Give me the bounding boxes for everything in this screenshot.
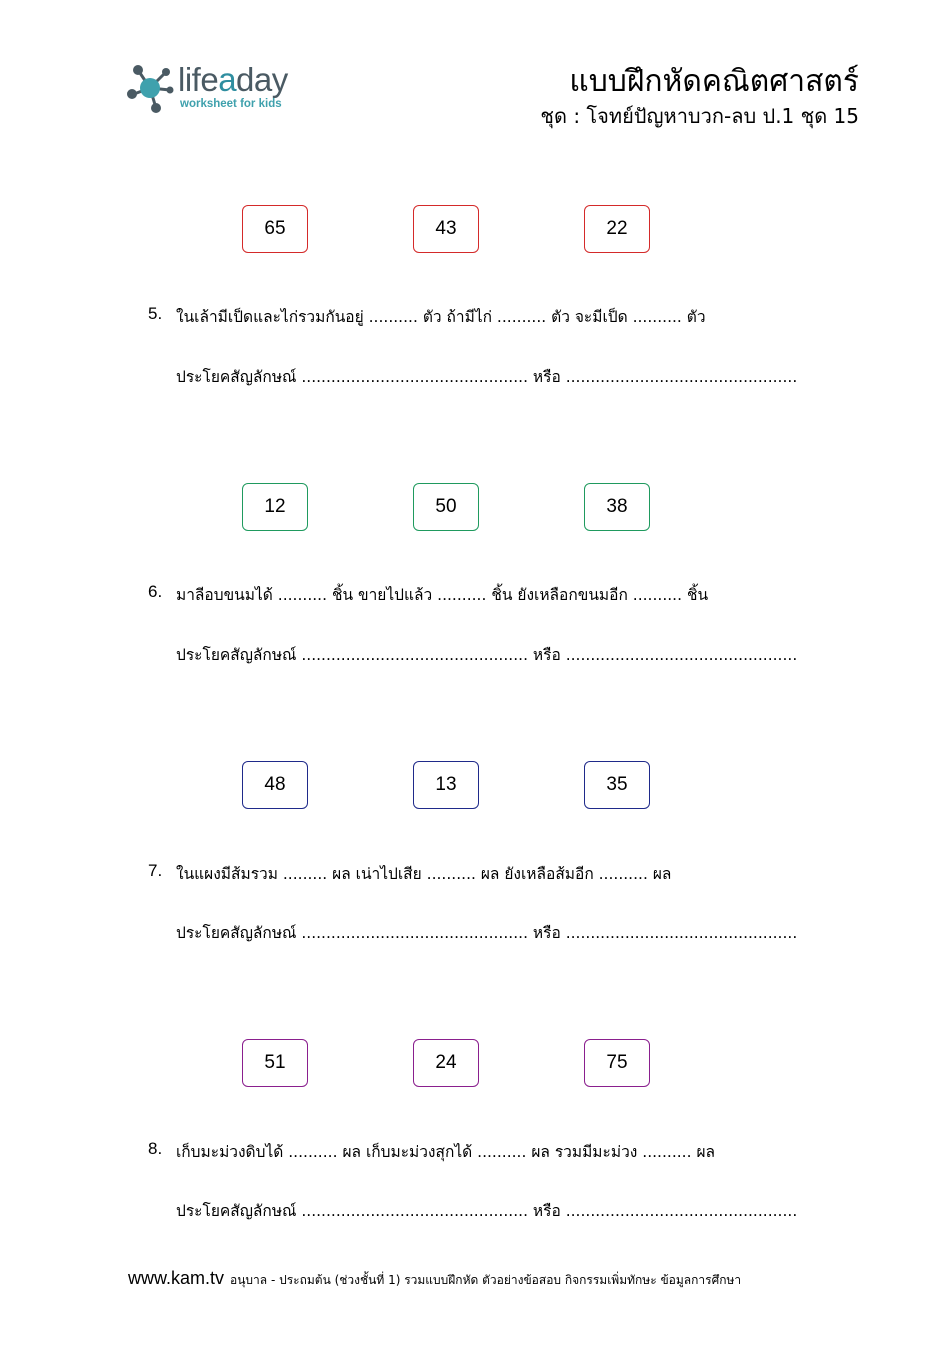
question-text: ในแผงมีส้มรวม ......... ผล เน่าไปเสีย .......... ผล ยังเหลือส้มอีก .......... ผล bbox=[176, 865, 672, 883]
page-footer bbox=[128, 1268, 741, 1290]
logo-tagline: worksheet for kids bbox=[180, 98, 282, 110]
question-number: 8. bbox=[148, 1139, 163, 1158]
number-box bbox=[242, 1039, 308, 1087]
number-sentence-blanks: .............................................. หรือ ............................................... bbox=[296, 646, 798, 664]
number-sentence-label: ประโยคสัญลักษณ์ bbox=[176, 924, 297, 942]
number-box bbox=[413, 761, 479, 809]
number-sentence-blanks: .............................................. หรือ ............................................... bbox=[296, 1202, 798, 1220]
number-value: 24 bbox=[435, 1052, 457, 1073]
question-text: มาลีอบขนมได้ .......... ชิ้น ขายไปแล้ว .......... ชิ้น ยังเหลือกขนมอีก .......... ชิ้น bbox=[176, 586, 709, 604]
number-box bbox=[584, 483, 650, 531]
number-value: 22 bbox=[606, 218, 628, 239]
footer-description: อนุบาล - ประถมต้น (ช่วงชั้นที่ 1) รวมแบบฝึกหัด ตัวอย่างข้อสอบ กิจกรรมเพิ่มทักษะ ข้อมูลการศึกษา bbox=[230, 1273, 742, 1287]
question-text: ในเล้ามีเป็ดและไก่รวมกันอยู่ .......... ตัว ถ้ามีไก่ .......... ตัว จะมีเป็ด .......... ตัว bbox=[176, 308, 706, 326]
lifeaday-logo bbox=[126, 60, 316, 114]
logo-word-life: life bbox=[178, 61, 219, 98]
number-sentence-line bbox=[176, 642, 856, 667]
number-box bbox=[413, 205, 479, 253]
number-value: 75 bbox=[606, 1052, 628, 1073]
number-sentence-label: ประโยคสัญลักษณ์ bbox=[176, 646, 297, 664]
number-sentence-line bbox=[176, 364, 856, 389]
number-value: 48 bbox=[264, 774, 286, 795]
question-number: 7. bbox=[148, 861, 163, 880]
molecule-logo-icon bbox=[126, 60, 178, 114]
number-sentence-line bbox=[176, 920, 856, 945]
number-box bbox=[242, 205, 308, 253]
number-value: 50 bbox=[435, 496, 457, 517]
page-title: แบบฝึกหัดคณิตศาสตร์ bbox=[569, 64, 859, 99]
number-value: 51 bbox=[264, 1052, 286, 1073]
logo-word-a: a bbox=[218, 61, 237, 98]
number-box bbox=[584, 1039, 650, 1087]
number-sentence-line bbox=[176, 1198, 856, 1223]
number-box bbox=[242, 761, 308, 809]
number-box bbox=[584, 205, 650, 253]
number-sentence-blanks: .............................................. หรือ ............................................... bbox=[296, 368, 798, 386]
footer-url-link[interactable]: www.kam.tv bbox=[128, 1268, 225, 1288]
number-sentence-label: ประโยคสัญลักษณ์ bbox=[176, 368, 297, 386]
number-box bbox=[584, 761, 650, 809]
number-sentence-label: ประโยคสัญลักษณ์ bbox=[176, 1202, 297, 1220]
number-value: 65 bbox=[264, 218, 286, 239]
number-box bbox=[413, 1039, 479, 1087]
number-value: 43 bbox=[435, 218, 457, 239]
number-box bbox=[242, 483, 308, 531]
question-number: 6. bbox=[148, 582, 163, 601]
logo-wordmark bbox=[178, 60, 288, 100]
page-subtitle: ชุด : โจทย์ปัญหาบวก-ลบ ป.1 ชุด 15 bbox=[540, 104, 859, 128]
number-value: 12 bbox=[264, 496, 286, 517]
number-value: 38 bbox=[606, 496, 628, 517]
number-value: 35 bbox=[606, 774, 628, 795]
number-sentence-blanks: .............................................. หรือ ............................................... bbox=[296, 924, 798, 942]
logo-word-day: day bbox=[236, 61, 288, 98]
question-number: 5. bbox=[148, 304, 163, 323]
number-value: 13 bbox=[435, 774, 457, 795]
number-box bbox=[413, 483, 479, 531]
question-text: เก็บมะม่วงดิบได้ .......... ผล เก็บมะม่วงสุกได้ .......... ผล รวมมีมะม่วง .......... ผล bbox=[176, 1143, 716, 1161]
